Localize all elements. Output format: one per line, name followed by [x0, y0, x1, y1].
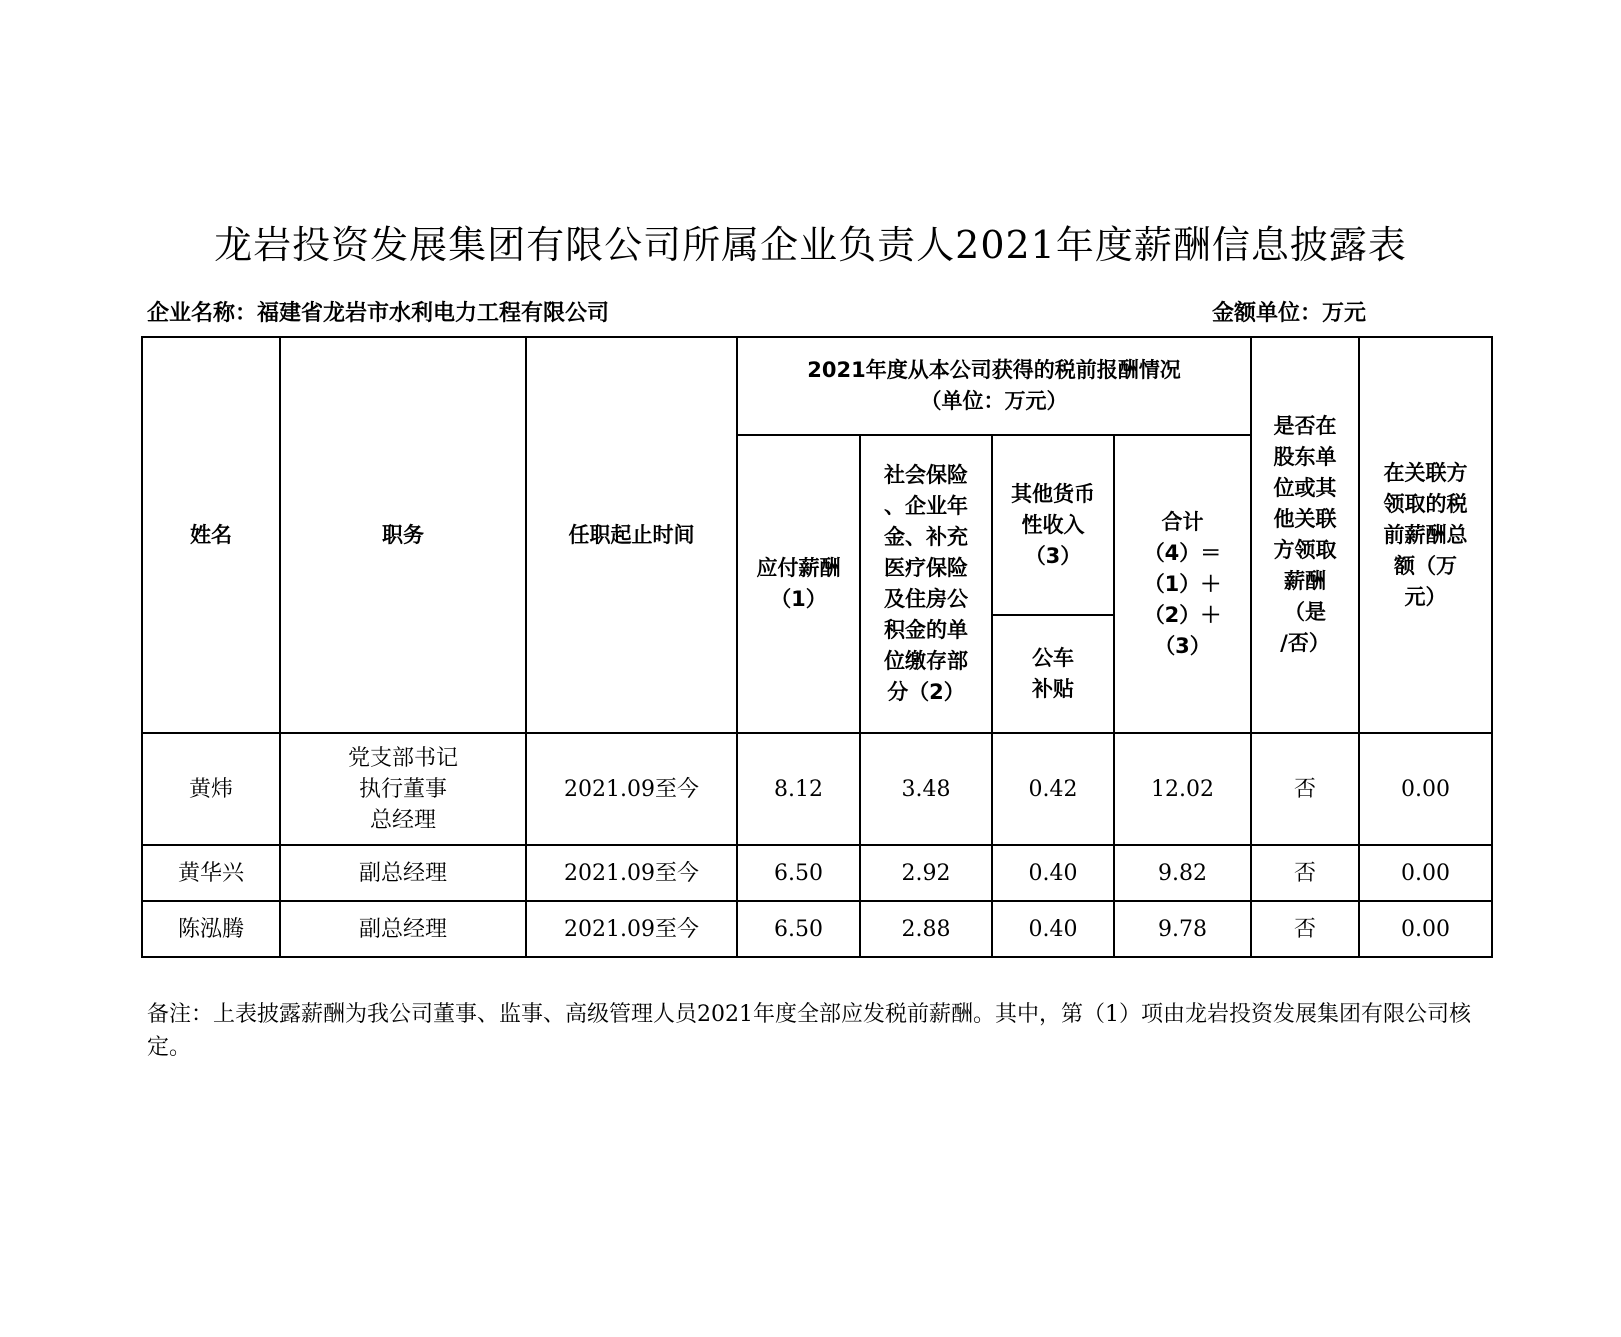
header-tenure: 任职起止时间 — [526, 337, 737, 733]
cell-tenure: 2021.09至今 — [526, 901, 737, 957]
cell-position: 党支部书记 执行董事 总经理 — [280, 733, 526, 845]
cell-total: 9.82 — [1114, 845, 1251, 901]
header-related-total: 在关联方 领取的税 前薪酬总 额（万 元） — [1359, 337, 1492, 733]
header-name: 姓名 — [142, 337, 280, 733]
header-group: 2021年度从本公司获得的税前报酬情况 （单位：万元） — [737, 337, 1251, 435]
header-shareholder: 是否在 股东单 位或其 他关联 方领取 薪酬 （是 /否） — [1251, 337, 1359, 733]
header-car-subsidy: 公车 补贴 — [992, 615, 1114, 733]
cell-position: 副总经理 — [280, 845, 526, 901]
cell-other: 0.42 — [992, 733, 1114, 845]
document-title: 龙岩投资发展集团有限公司所属企业负责人2021年度薪酬信息披露表 — [214, 223, 1407, 267]
cell-shareholder: 否 — [1251, 845, 1359, 901]
cell-related: 0.00 — [1359, 845, 1492, 901]
table-row — [142, 845, 1492, 901]
table-row — [142, 733, 1492, 845]
cell-related: 0.00 — [1359, 733, 1492, 845]
header-total: 合计 （4）＝ （1）＋ （2）＋ （3） — [1114, 435, 1251, 733]
cell-salary: 8.12 — [737, 733, 860, 845]
cell-total: 9.78 — [1114, 901, 1251, 957]
header-row-1 — [142, 337, 1492, 435]
cell-name: 黄华兴 — [142, 845, 280, 901]
cell-other: 0.40 — [992, 901, 1114, 957]
company-name: 企业名称：福建省龙岩市水利电力工程有限公司 — [147, 301, 610, 326]
header-position: 职务 — [280, 337, 526, 733]
cell-shareholder: 否 — [1251, 733, 1359, 845]
cell-name: 黄炜 — [142, 733, 280, 845]
header-other-income: 其他货币 性收入 （3） — [992, 435, 1114, 615]
compensation-table — [141, 336, 1493, 958]
cell-other: 0.40 — [992, 845, 1114, 901]
table-row — [142, 901, 1492, 957]
cell-shareholder: 否 — [1251, 901, 1359, 957]
amount-unit: 金额单位：万元 — [1212, 301, 1367, 326]
cell-tenure: 2021.09至今 — [526, 733, 737, 845]
cell-related: 0.00 — [1359, 901, 1492, 957]
cell-salary: 6.50 — [737, 845, 860, 901]
header-salary: 应付薪酬 （1） — [737, 435, 860, 733]
cell-insurance: 2.92 — [860, 845, 992, 901]
cell-name: 陈泓腾 — [142, 901, 280, 957]
cell-insurance: 2.88 — [860, 901, 992, 957]
cell-position: 副总经理 — [280, 901, 526, 957]
cell-tenure: 2021.09至今 — [526, 845, 737, 901]
footnote: 备注：上表披露薪酬为我公司董事、监事、高级管理人员2021年度全部应发税前薪酬。其中，第（1）项由龙岩投资发展集团有限公司核定。 — [147, 1002, 1471, 1060]
cell-salary: 6.50 — [737, 901, 860, 957]
cell-insurance: 3.48 — [860, 733, 992, 845]
header-insurance: 社会保险 、企业年 金、补充 医疗保险 及住房公 积金的单 位缴存部 分（2） — [860, 435, 992, 733]
cell-total: 12.02 — [1114, 733, 1251, 845]
